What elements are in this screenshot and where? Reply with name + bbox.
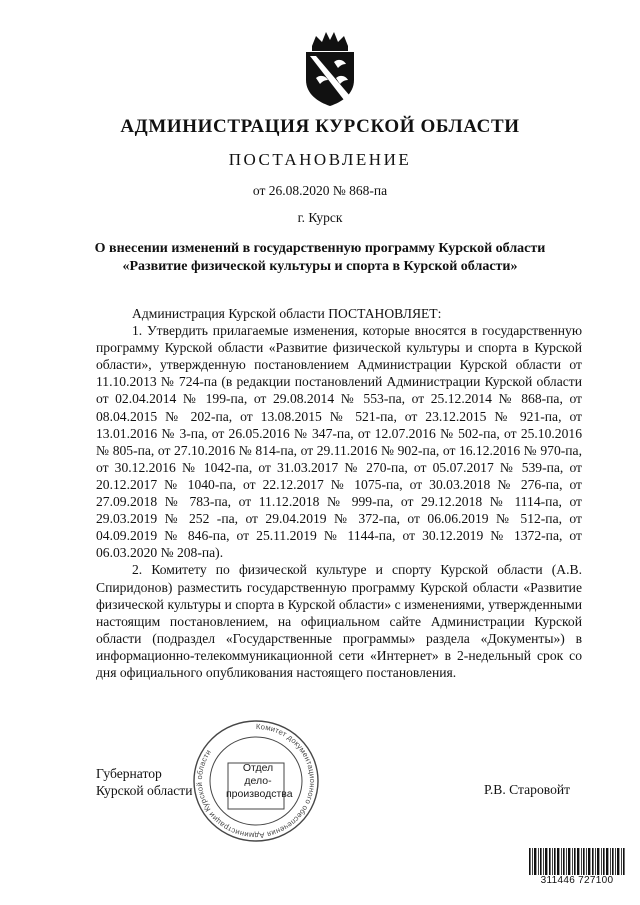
signer-title-line-1: Губернатор [96,766,162,781]
document-subject [60,240,580,276]
signer-title [96,765,193,799]
subject-line-1: О внесении изменений в государственную программу Курской области [94,241,546,256]
organization-title: АДМИНИСТРАЦИЯ КУРСКОЙ ОБЛАСТИ [120,116,520,137]
paragraph-2: 2. Комитету по физической культуре и спорту Курской области (А.В. Спиридонов) разместить государственную программу Курской области «Развитие физической культуры и спорта в Курской области» с изменениями, утвержденными настоящим постановлением, на официальном сайте Администрации Курской области (подраздел «Государственные программы» раздела «Документы») в информационно-телекоммуникационной сети «Интернет» в 2-недельный срок со дня официального опубликования настоящего постановления. [96,562,582,680]
stamp-label-line-2: дело- [244,775,272,787]
intro-paragraph: Администрация Курской области ПОСТАНОВЛЯЕТ: [132,306,442,321]
document-city: г. Курск [297,210,343,225]
subject-line-2: «Развитие физической культуры и спорта в Курской области» [122,259,518,274]
stamp-label-line-1: Отдел [242,762,274,774]
document-body [96,305,582,681]
signer-name: Р.В. Старовойт [484,782,571,797]
signer-title-line-2: Курской области [96,783,193,798]
stamp-label-line-3: производства [226,788,293,800]
document-date-number: от 26.08.2020 № 868-па [252,183,388,198]
stamp-ring-text: Комитет документационного обеспечения Администрации Курской области [194,721,317,841]
barcode-digits: 311446 727100 [525,875,629,886]
paragraph-1: 1. Утвердить прилагаемые изменения, которые вносятся в государственную программу Курской области «Развитие физической культуры и спорта в Курской области», утвержденную постановлением Администрации Курской области от 11.10.2013 № 724-па (в редакции постановлений Администрации Курской области от 02.04.2014 № 199-па, от 29.08.2014 № 553-па, от 25.12.2014 № 868-па, от 08.04.2015 № 202-па, от 13.08.2015 № 521-па, от 23.12.2015 № 921-па, от 13.01.2016 № 3-па, от 26.05.2016 № 347-па, от 12.07.2016 № 502-па, от 25.10.2016 № 805-па, от 27.10.2016 № 814-па, от 29.11.2016 № 902-па, от 16.12.2016 № 970-па, от 30.12.2016 № 1042-па, от 31.03.2017 № 270-па, от 05.07.2017 № 539-па, от 20.12.2017 № 1040-па, от 22.12.2017 № 1075-па, от 30.03.2018 № 276-па, от 27.09.2018 № 783-па, от 11.12.2018 № 999-па, от 29.12.2018 № 1114-па, от 29.03.2019 № 252 -па, от 29.04.2019 № 372-па, от 06.06.2019 № 512-па, от 04.09.2019 № 846-па, от 25.11.2019 № 1144-па, от 30.12.2019 № 1372-па, от 06.03.2020 № 208-па). [96,323,582,561]
document-type: ПОСТАНОВЛЕНИЕ [228,150,412,169]
stamp-label [226,762,293,801]
kursk-coat-of-arms-icon [298,30,362,108]
